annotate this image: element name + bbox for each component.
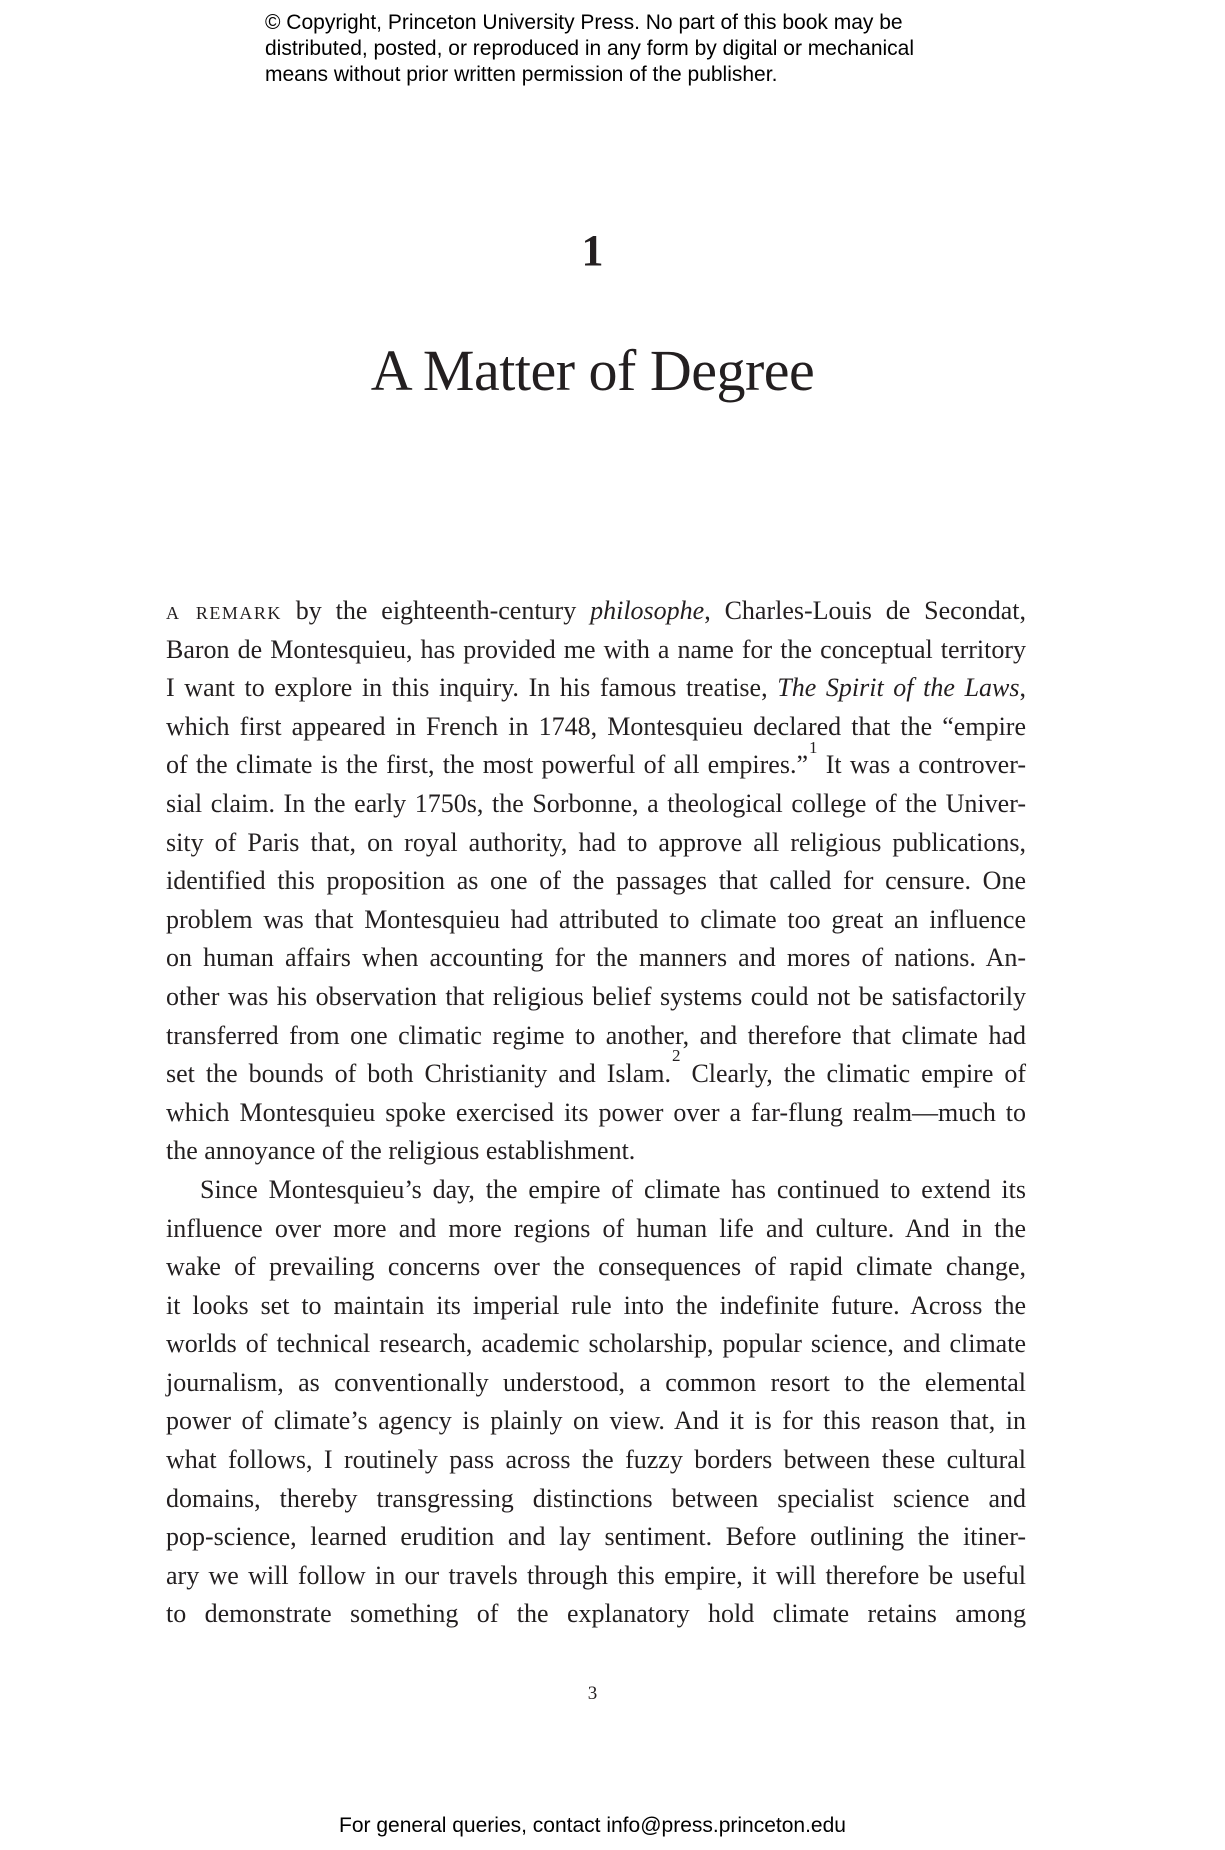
text-line (166, 592, 1026, 631)
text-run: , Charles-Louis de Secondat, (704, 596, 1026, 625)
text-run: of the climate is the first, the most powerful of all empires.” (166, 750, 808, 780)
text-line: on human affairs when accounting for the manners and mores of nations. An- (166, 943, 1026, 973)
copyright-line: distributed, posted, or reproduced in any form by digital or mechanical (265, 37, 915, 60)
text-line: sial claim. In the early 1750s, the Sorbonne, a theological college of the Univer- (166, 788, 1026, 818)
text-line: ary we will follow in our travels through this empire, it will therefore be useful (166, 1560, 1026, 1590)
text-line: power of climate’s agency is plainly on view. And it is for this reason that, in (166, 1406, 1026, 1436)
text-line: Since Montesquieu’s day, the empire of climate has continued to extend its (200, 1174, 1026, 1204)
italic-term: philosophe (590, 596, 705, 625)
text-line: Baron de Montesquieu, has provided me with a name for the conceptual territory (166, 634, 1026, 664)
text-line: which first appeared in French in 1748, Montesquieu declared that the “empire (166, 711, 1026, 741)
text-line: influence over more and more regions of human life and culture. And in the (166, 1213, 1026, 1243)
text-line: which Montesquieu spoke exercised its power over a far-flung realm—much to (166, 1097, 1026, 1127)
text-line: domains, thereby transgressing distinctions between specialist science and (166, 1483, 1026, 1513)
paragraph-1 (166, 592, 1026, 1171)
text-line (166, 737, 1026, 785)
text-line: sity of Paris that, on royal authority, had to approve all religious publications, (166, 827, 1026, 857)
text-run: It was a controver- (817, 750, 1026, 780)
opening-small-caps: a remark (166, 596, 282, 625)
copyright-line: © Copyright, Princeton University Press. No part of this book may be (265, 11, 903, 34)
text-run: I want to explore in this inquiry. In his famous treatise, (166, 673, 778, 703)
copyright-line: means without prior written permission of the publisher. (265, 63, 778, 86)
chapter-title: A Matter of Degree (370, 338, 815, 403)
book-title: The Spirit of the Laws (777, 673, 1020, 703)
text-line: what follows, I routinely pass across the fuzzy borders between these cultural (166, 1445, 1026, 1475)
copyright-notice (265, 10, 1005, 88)
text-line: wake of prevailing concerns over the consequences of rapid climate change, (166, 1252, 1026, 1282)
text-line (166, 669, 1026, 708)
text-line: problem was that Montesquieu had attributed to climate too great an influence (166, 904, 1026, 934)
body-text (166, 592, 1026, 1634)
text-line: worlds of technical research, academic scholarship, popular science, and climate (166, 1329, 1026, 1359)
text-line: identified this proposition as one of the passages that called for censure. One (166, 866, 1026, 896)
text-line: pop-science, learned erudition and lay sentiment. Before outlining the itiner- (166, 1522, 1026, 1552)
paragraph-2 (166, 1171, 1026, 1634)
text-line: journalism, as conventionally understood, a common resort to the elemental (166, 1367, 1026, 1397)
page-number: 3 (587, 1683, 598, 1704)
text-line: to demonstrate something of the explanatory hold climate retains among (166, 1599, 1026, 1629)
text-run: by the eighteenth-century (281, 596, 591, 625)
footnote-marker: 2 (671, 1046, 681, 1066)
text-line: the annoyance of the religious establishment. (166, 1136, 636, 1166)
text-line: it looks set to maintain its imperial rule into the indefinite future. Across the (166, 1290, 1026, 1320)
text-line (166, 1046, 1026, 1094)
text-run: Clearly, the climatic empire of (680, 1059, 1026, 1089)
chapter-number: 1 (581, 226, 604, 275)
text-run: set the bounds of both Christianity and Islam. (166, 1059, 671, 1089)
text-line: transferred from one climatic regime to another, and therefore that climate had (166, 1020, 1026, 1050)
text-run: , (1019, 673, 1026, 703)
footnote-marker: 1 (809, 737, 818, 757)
footer-contact: For general queries, contact info@press.princeton.edu (339, 1814, 846, 1837)
text-line: other was his observation that religious belief systems could not be satisfactorily (166, 981, 1026, 1011)
